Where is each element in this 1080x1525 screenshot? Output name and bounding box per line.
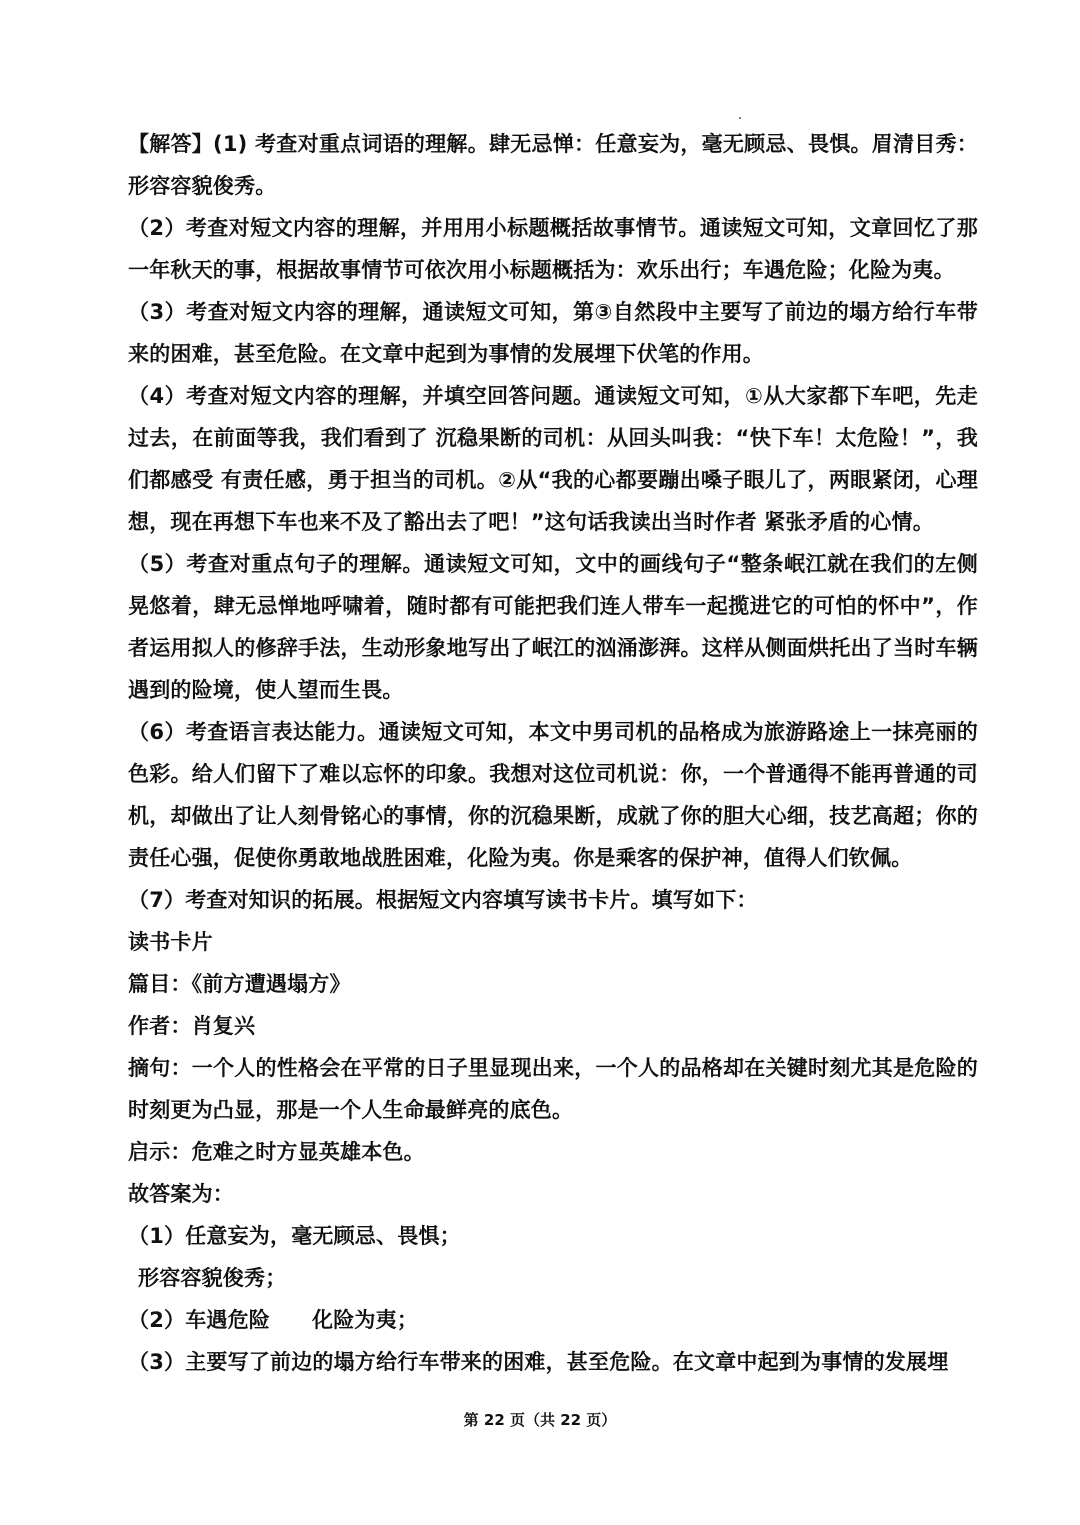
final-answer-2 <box>128 1299 978 1341</box>
final-answer-1: （1）任意妄为，毫无顾忌、畏惧； <box>128 1224 461 1248</box>
answer-part-1: 【解答】(1) 考查对重点词语的理解。肆无忌惮：任意妄为，毫无顾忌、畏惧。眉清目秀：形容容貌俊秀。 <box>128 132 978 198</box>
card-author: 作者：肖复兴 <box>128 1014 256 1038</box>
card-excerpt: 摘句：一个人的性格会在平常的日子里显现出来，一个人的品格却在关键时刻尤其是危险的时刻更为凸显，那是一个人生命最鲜亮的底色。 <box>128 1056 978 1122</box>
answer-part-4: （4）考查对短文内容的理解，并填空回答问题。通读短文可知，①从大家都下车吧，先走过去，在前面等我，我们看到了 沉稳果断的司机：从回头叫我：“快下车！太危险！”，我们都感受 有责任感，勇于担当的司机。②从“我的心都要蹦出嗓子眼儿了，两眼紧闭，心理想，现在再想下车也来不及了豁出去了吧！”这句话我读出当时作者 紧张矛盾的心情。 <box>128 384 978 534</box>
card-article: 篇目：《前方遭遇塌方》 <box>128 972 351 996</box>
answer-part-6: （6）考查语言表达能力。通读短文可知，本文中男司机的品格成为旅游路途上一抹亮丽的色彩。给人们留下了难以忘怀的印象。我想对这位司机说：你，一个普通得不能再普通的司机，却做出了让人刻骨铭心的事情，你的沉稳果断，成就了你的胆大心细，技艺高超；你的责任心强，促使你勇敢地战胜困难，化险为夷。你是乘客的保护神，值得人们钦佩。 <box>128 720 978 870</box>
final-answer-intro: 故答案为： <box>128 1182 234 1206</box>
final-answer-3: （3）主要写了前边的塌方给行车带来的困难，甚至危险。在文章中起到为事情的发展埋 <box>128 1350 949 1374</box>
answer-part-5: （5）考查对重点句子的理解。通读短文可知，文中的画线句子“整条岷江就在我们的左侧晃悠着，肆无忌惮地呼啸着，随时都有可能把我们连人带车一起揽进它的可怕的怀中”，作者运用拟人的修辞手法，生动形象地写出了岷江的汹涌澎湃。这样从侧面烘托出了当时车辆遇到的险境，使人望而生畏。 <box>128 552 978 702</box>
scan-speck <box>739 117 741 119</box>
final-answer-1b: 形容容貌俊秀； <box>138 1266 287 1290</box>
card-title: 读书卡片 <box>128 930 213 954</box>
answer-content <box>128 123 978 1383</box>
final-answer-2-right: 化险为夷； <box>312 1308 419 1332</box>
page-footer: 第 22 页（共 22 页） <box>463 1411 617 1429</box>
final-answer-2-left: （2）车遇危险 <box>128 1308 271 1332</box>
card-insight: 启示：危难之时方显英雄本色。 <box>128 1140 425 1164</box>
answer-part-2: （2）考查对短文内容的理解，并用用小标题概括故事情节。通读短文可知，文章回忆了那一年秋天的事，根据故事情节可依次用小标题概括为：欢乐出行；车遇危险；化险为夷。 <box>128 216 978 282</box>
answer-part-3: （3）考查对短文内容的理解，通读短文可知，第③自然段中主要写了前边的塌方给行车带来的困难，甚至危险。在文章中起到为事情的发展埋下伏笔的作用。 <box>128 300 978 366</box>
answer-part-7: （7）考查对知识的拓展。根据短文内容填写读书卡片。填写如下： <box>128 888 758 912</box>
